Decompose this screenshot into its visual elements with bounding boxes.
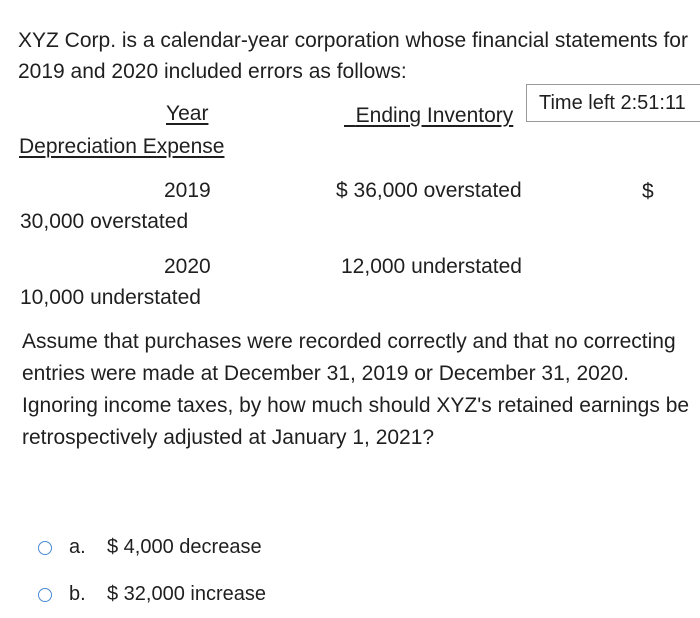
row-2020-inventory: 12,000 understated	[341, 255, 522, 278]
time-left-timer: Time left 2:51:11	[526, 84, 700, 122]
row-2019-depreciation: 30,000 overstated	[20, 210, 189, 233]
row-2020-year: 2020	[164, 255, 211, 278]
option-letter: a.	[69, 536, 86, 558]
radio-button-icon[interactable]	[38, 588, 52, 602]
dollar-sign: $	[642, 180, 654, 203]
radio-button-icon[interactable]	[38, 541, 52, 555]
header-ending-inventory: Ending Inventory	[355, 104, 514, 127]
header-year: Year	[166, 102, 209, 125]
question-text: Assume that purchases were recorded correctly and that no correcting entries were made at December 31, 2019 or December 31, 2020. Ignoring income taxes, by how much should XYZ's retained earnings be retrospectively adjusted at January 1, 2021?	[22, 330, 690, 449]
header-depreciation-expense: Depreciation Expense	[19, 135, 225, 158]
option-b[interactable]	[38, 583, 266, 606]
option-text: $ 32,000 increase	[107, 583, 267, 605]
question-intro: XYZ Corp. is a calendar-year corporation whose financial statements for 2019 and 2020 included errors as follows:	[18, 29, 688, 83]
option-letter: b.	[69, 583, 86, 605]
option-a[interactable]	[38, 536, 262, 559]
row-2019-inventory: $ 36,000 overstated	[336, 179, 522, 202]
option-text: $ 4,000 decrease	[107, 536, 262, 558]
row-2019-year: 2019	[164, 179, 211, 202]
row-2020-depreciation: 10,000 understated	[20, 286, 201, 309]
